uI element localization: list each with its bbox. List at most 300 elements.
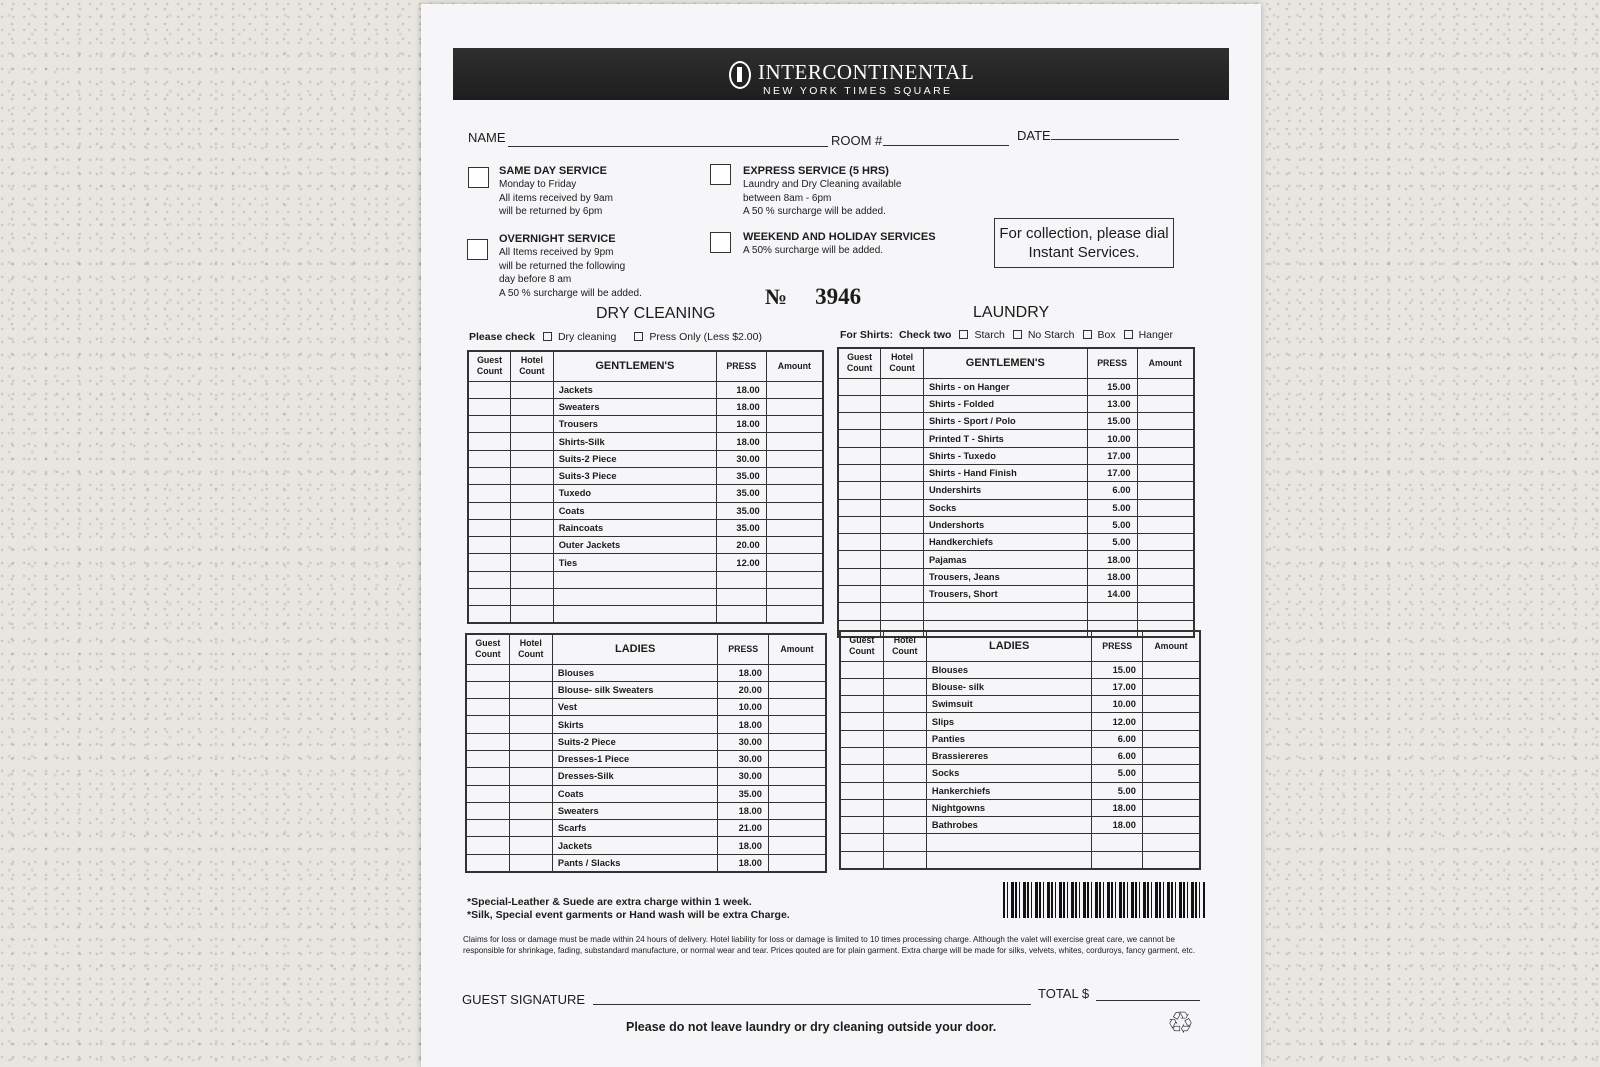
overnight-title: OVERNIGHT SERVICE xyxy=(499,233,616,245)
guest-count-cell[interactable] xyxy=(468,519,511,536)
amount-cell[interactable] xyxy=(768,768,826,785)
overnight-checkbox[interactable] xyxy=(467,239,488,260)
name-label: NAME xyxy=(468,130,506,145)
price-cell: 15.00 xyxy=(1092,661,1142,678)
price-cell: 30.00 xyxy=(718,750,768,767)
hotel-count-cell xyxy=(509,854,552,871)
item-cell: Suits-2 Piece xyxy=(553,450,716,467)
hotel-count-cell xyxy=(881,534,924,551)
item-cell: Trousers, Short xyxy=(923,586,1087,603)
item-cell: Coats xyxy=(553,502,716,519)
table-row xyxy=(466,681,826,698)
hotel-count-cell xyxy=(883,834,926,851)
table-row xyxy=(838,534,1194,551)
price-cell: 6.00 xyxy=(1092,747,1142,764)
item-cell: Socks xyxy=(923,499,1087,516)
item-cell: Sweaters xyxy=(553,398,716,415)
table-row xyxy=(840,834,1200,851)
item-cell: Ties xyxy=(553,554,716,571)
guest-count-cell[interactable] xyxy=(468,381,511,398)
item-cell: Shirts - Tuxedo xyxy=(923,447,1087,464)
amount-cell[interactable] xyxy=(1137,413,1194,430)
item-cell: Trousers, Jeans xyxy=(923,568,1087,585)
amount-cell[interactable] xyxy=(1142,713,1200,730)
item-cell: Shirts - on Hanger xyxy=(923,378,1087,395)
guest-count-cell[interactable] xyxy=(840,799,883,816)
hotel-count-cell xyxy=(509,664,552,681)
header-banner xyxy=(453,48,1229,100)
press-only-checkbox[interactable] xyxy=(634,332,643,341)
table-row xyxy=(466,699,826,716)
table-row xyxy=(838,603,1194,620)
dry-cleaning-ladies-table xyxy=(465,633,827,873)
price-cell: 5.00 xyxy=(1092,765,1142,782)
item-cell: Dresses-Silk xyxy=(552,768,718,785)
hotel-count-header: Hotel Count xyxy=(881,348,924,378)
table-row xyxy=(466,854,826,871)
item-cell: Dresses-1 Piece xyxy=(552,750,718,767)
hotel-count-cell xyxy=(511,467,554,484)
amount-cell[interactable] xyxy=(768,854,826,871)
guest-count-cell[interactable] xyxy=(466,854,509,871)
price-cell: 5.00 xyxy=(1087,499,1137,516)
amount-cell[interactable] xyxy=(1137,499,1194,516)
price-cell: 18.00 xyxy=(718,854,768,871)
guest-count-cell[interactable] xyxy=(466,716,509,733)
press-header: PRESS xyxy=(716,351,766,381)
guest-count-cell[interactable] xyxy=(466,733,509,750)
guest-count-cell[interactable] xyxy=(468,502,511,519)
guest-count-cell[interactable] xyxy=(466,681,509,698)
hotel-count-cell xyxy=(883,799,926,816)
table-row xyxy=(838,516,1194,533)
guest-count-cell[interactable] xyxy=(838,551,881,568)
amount-header: Amount xyxy=(768,634,826,664)
name-field[interactable] xyxy=(508,146,828,147)
amount-cell[interactable] xyxy=(766,398,823,415)
table-row xyxy=(838,447,1194,464)
hotel-count-cell xyxy=(509,699,552,716)
amount-cell[interactable] xyxy=(1142,747,1200,764)
dry-cleaning-title: DRY CLEANING xyxy=(596,305,716,322)
guest-count-cell[interactable] xyxy=(838,378,881,395)
shirt-options xyxy=(840,329,1173,341)
item-cell: Bathrobes xyxy=(926,817,1092,834)
table-row xyxy=(840,747,1200,764)
amount-cell[interactable] xyxy=(768,681,826,698)
item-cell: Socks xyxy=(926,765,1092,782)
amount-cell[interactable] xyxy=(1142,817,1200,834)
guest-count-cell[interactable] xyxy=(838,534,881,551)
amount-header: Amount xyxy=(1142,631,1200,661)
box-label: Box xyxy=(1097,329,1116,341)
item-cell: Vest xyxy=(552,699,718,716)
item-cell: Jackets xyxy=(553,381,716,398)
item-cell xyxy=(926,851,1092,868)
hotel-count-cell xyxy=(881,568,924,585)
table-row xyxy=(468,467,823,484)
guest-count-cell[interactable] xyxy=(468,467,511,484)
hotel-count-cell xyxy=(881,586,924,603)
guest-count-cell[interactable] xyxy=(840,817,883,834)
price-cell: 6.00 xyxy=(1087,482,1137,499)
laundry-gentlemen-table xyxy=(837,347,1195,638)
guest-count-cell[interactable] xyxy=(468,571,511,588)
dry-cleaning-gentlemen-table xyxy=(467,350,824,624)
same-day-checkbox[interactable] xyxy=(468,167,489,188)
price-cell: 17.00 xyxy=(1087,447,1137,464)
no-starch-checkbox[interactable] xyxy=(1013,330,1022,339)
hotel-count-cell xyxy=(511,571,554,588)
price-cell: 18.00 xyxy=(718,716,768,733)
hotel-count-cell xyxy=(511,537,554,554)
price-cell: 20.00 xyxy=(716,537,766,554)
guest-count-cell[interactable] xyxy=(838,603,881,620)
amount-cell[interactable] xyxy=(1137,482,1194,499)
hanger-checkbox[interactable] xyxy=(1124,330,1133,339)
room-field[interactable] xyxy=(883,145,1009,146)
hotel-count-cell xyxy=(881,430,924,447)
hotel-count-cell xyxy=(511,606,554,623)
item-cell: Outer Jackets xyxy=(553,537,716,554)
item-cell: Blouses xyxy=(552,664,718,681)
amount-cell[interactable] xyxy=(766,485,823,502)
table-row xyxy=(840,782,1200,799)
price-cell: 12.00 xyxy=(1092,713,1142,730)
guest-count-cell[interactable] xyxy=(840,834,883,851)
amount-cell[interactable] xyxy=(768,837,826,854)
price-cell: 18.00 xyxy=(716,398,766,415)
amount-cell[interactable] xyxy=(766,381,823,398)
hotel-count-cell xyxy=(509,733,552,750)
price-cell xyxy=(1092,851,1142,868)
price-cell: 18.00 xyxy=(718,837,768,854)
amount-cell[interactable] xyxy=(766,433,823,450)
table-row xyxy=(838,586,1194,603)
category-header: LADIES xyxy=(552,634,718,664)
hotel-count-cell xyxy=(509,716,552,733)
item-cell: Scarfs xyxy=(552,820,718,837)
amount-cell[interactable] xyxy=(1137,551,1194,568)
price-cell xyxy=(716,571,766,588)
item-cell: Undershorts xyxy=(923,516,1087,533)
guest-count-cell[interactable] xyxy=(468,554,511,571)
amount-cell[interactable] xyxy=(766,416,823,433)
table-row xyxy=(840,713,1200,730)
guest-count-cell[interactable] xyxy=(838,499,881,516)
amount-cell[interactable] xyxy=(766,537,823,554)
table-row xyxy=(468,433,823,450)
amount-cell[interactable] xyxy=(768,750,826,767)
express-checkbox[interactable] xyxy=(710,164,731,185)
guest-count-header: Guest Count xyxy=(466,634,509,664)
amount-cell[interactable] xyxy=(768,802,826,819)
weekend-checkbox[interactable] xyxy=(710,232,731,253)
amount-cell[interactable] xyxy=(1142,834,1200,851)
table-row xyxy=(838,568,1194,585)
guest-count-cell[interactable] xyxy=(466,768,509,785)
price-cell: 12.00 xyxy=(716,554,766,571)
hotel-count-cell xyxy=(881,464,924,481)
table-row xyxy=(466,750,826,767)
amount-cell[interactable] xyxy=(768,699,826,716)
amount-cell[interactable] xyxy=(766,589,823,606)
amount-cell[interactable] xyxy=(1137,534,1194,551)
number-value: 3946 xyxy=(815,284,862,309)
price-cell: 30.00 xyxy=(718,733,768,750)
guest-count-cell[interactable] xyxy=(840,765,883,782)
signature-field[interactable] xyxy=(593,1004,1031,1005)
guest-count-cell[interactable] xyxy=(838,395,881,412)
guest-count-cell[interactable] xyxy=(840,678,883,695)
guest-count-header: Guest Count xyxy=(468,351,511,381)
hotel-count-cell xyxy=(511,381,554,398)
item-cell xyxy=(553,589,716,606)
guest-count-cell[interactable] xyxy=(466,802,509,819)
guest-count-cell[interactable] xyxy=(466,699,509,716)
hotel-count-cell xyxy=(509,785,552,802)
hotel-count-cell xyxy=(509,820,552,837)
guest-count-cell[interactable] xyxy=(838,586,881,603)
dry-cleaning-options xyxy=(469,331,762,343)
price-cell: 30.00 xyxy=(718,768,768,785)
guest-count-cell[interactable] xyxy=(838,447,881,464)
guest-count-cell[interactable] xyxy=(468,606,511,623)
guest-count-cell[interactable] xyxy=(840,782,883,799)
overnight-text: All Items received by 9pm will be returned the following day before 8 am A 50 % surcharge will be added. xyxy=(499,247,642,299)
guest-count-cell[interactable] xyxy=(840,661,883,678)
no-starch-label: No Starch xyxy=(1027,329,1075,341)
table-row xyxy=(466,785,826,802)
guest-count-cell[interactable] xyxy=(468,485,511,502)
amount-cell[interactable] xyxy=(1142,851,1200,868)
amount-cell[interactable] xyxy=(768,820,826,837)
item-cell: Shirts - Hand Finish xyxy=(923,464,1087,481)
table-header xyxy=(840,631,1200,661)
amount-cell[interactable] xyxy=(768,664,826,681)
amount-cell[interactable] xyxy=(1137,395,1194,412)
amount-cell[interactable] xyxy=(1142,661,1200,678)
item-cell: Brassiereres xyxy=(926,747,1092,764)
price-cell: 30.00 xyxy=(716,450,766,467)
hotel-count-cell xyxy=(511,398,554,415)
brand-location: NEW YORK TIMES SQUARE xyxy=(763,85,953,97)
amount-cell[interactable] xyxy=(1137,516,1194,533)
guest-count-cell[interactable] xyxy=(466,837,509,854)
price-cell: 15.00 xyxy=(1087,378,1137,395)
table-row xyxy=(466,733,826,750)
item-cell: Handkerchiefs xyxy=(923,534,1087,551)
item-cell: Trousers xyxy=(553,416,716,433)
amount-cell[interactable] xyxy=(766,467,823,484)
item-cell: Shirts - Folded xyxy=(923,395,1087,412)
for-shirts-label: For Shirts: xyxy=(840,329,894,341)
table-header xyxy=(838,348,1194,378)
hotel-count-cell xyxy=(881,499,924,516)
table-row xyxy=(840,678,1200,695)
amount-cell[interactable] xyxy=(1137,378,1194,395)
guest-count-cell[interactable] xyxy=(468,398,511,415)
hanger-label: Hanger xyxy=(1138,329,1174,341)
hotel-count-cell xyxy=(883,782,926,799)
guest-count-cell[interactable] xyxy=(840,696,883,713)
hotel-count-cell xyxy=(509,802,552,819)
guest-count-cell[interactable] xyxy=(468,537,511,554)
table-header xyxy=(466,634,826,664)
total-field[interactable] xyxy=(1096,1000,1200,1001)
press-only-label: Press Only (Less $2.00) xyxy=(649,331,762,343)
guest-count-cell[interactable] xyxy=(468,589,511,606)
amount-cell[interactable] xyxy=(1142,678,1200,695)
bottom-message: Please do not leave laundry or dry cleaning outside your door. xyxy=(626,1020,997,1034)
hotel-count-header: Hotel Count xyxy=(511,351,554,381)
guest-count-header: Guest Count xyxy=(840,631,883,661)
amount-cell[interactable] xyxy=(768,785,826,802)
guest-count-cell[interactable] xyxy=(838,516,881,533)
express-text: Laundry and Dry Cleaning available between 8am - 6pm A 50 % surcharge will be added. xyxy=(743,179,902,217)
table-row xyxy=(838,464,1194,481)
price-cell: 18.00 xyxy=(1092,817,1142,834)
date-field[interactable] xyxy=(1051,139,1179,140)
table-row xyxy=(468,416,823,433)
hotel-count-cell xyxy=(883,851,926,868)
hotel-count-cell xyxy=(883,765,926,782)
amount-cell[interactable] xyxy=(766,554,823,571)
guest-count-cell[interactable] xyxy=(838,482,881,499)
guest-count-cell[interactable] xyxy=(466,785,509,802)
guest-count-cell[interactable] xyxy=(468,450,511,467)
price-cell: 18.00 xyxy=(1087,551,1137,568)
price-cell: 5.00 xyxy=(1087,516,1137,533)
hotel-count-cell xyxy=(511,485,554,502)
table-row xyxy=(468,485,823,502)
amount-cell[interactable] xyxy=(1137,447,1194,464)
price-cell: 17.00 xyxy=(1092,678,1142,695)
guest-count-cell[interactable] xyxy=(466,820,509,837)
table-row xyxy=(838,499,1194,516)
starch-checkbox[interactable] xyxy=(959,330,968,339)
amount-cell[interactable] xyxy=(766,502,823,519)
amount-cell[interactable] xyxy=(1142,730,1200,747)
item-cell: Panties xyxy=(926,730,1092,747)
item-cell: Jackets xyxy=(552,837,718,854)
hotel-count-cell xyxy=(881,378,924,395)
price-cell: 35.00 xyxy=(716,467,766,484)
item-cell: Coats xyxy=(552,785,718,802)
number-prefix: № xyxy=(765,284,788,309)
press-header: PRESS xyxy=(1087,348,1137,378)
hotel-count-cell xyxy=(511,589,554,606)
signature-label: GUEST SIGNATURE xyxy=(462,992,586,1007)
price-cell: 14.00 xyxy=(1087,586,1137,603)
intercontinental-logo-icon xyxy=(729,61,751,89)
table-row xyxy=(838,395,1194,412)
guest-count-cell[interactable] xyxy=(840,713,883,730)
price-cell xyxy=(1087,603,1137,620)
guest-count-cell[interactable] xyxy=(838,413,881,430)
dry-cleaning-option-checkbox[interactable] xyxy=(543,332,552,341)
item-cell: Tuxedo xyxy=(553,485,716,502)
starch-label: Starch xyxy=(974,329,1005,341)
table-header xyxy=(468,351,823,381)
amount-cell[interactable] xyxy=(1137,603,1194,620)
hotel-count-cell xyxy=(511,554,554,571)
guest-count-cell[interactable] xyxy=(468,433,511,450)
amount-cell[interactable] xyxy=(1137,586,1194,603)
recycle-icon: ♲ xyxy=(1167,1007,1194,1040)
amount-cell[interactable] xyxy=(1142,765,1200,782)
amount-cell[interactable] xyxy=(768,733,826,750)
price-cell: 18.00 xyxy=(718,664,768,681)
item-cell: Swimsuit xyxy=(926,696,1092,713)
item-cell: Blouse- silk xyxy=(926,678,1092,695)
amount-cell[interactable] xyxy=(766,450,823,467)
price-cell: 21.00 xyxy=(718,820,768,837)
amount-cell[interactable] xyxy=(1142,696,1200,713)
guest-count-cell[interactable] xyxy=(468,416,511,433)
please-check-label: Please check xyxy=(469,331,535,343)
hotel-count-cell xyxy=(881,413,924,430)
hotel-count-cell xyxy=(881,603,924,620)
price-cell: 20.00 xyxy=(718,681,768,698)
table-row xyxy=(466,820,826,837)
hotel-count-cell xyxy=(883,678,926,695)
hotel-count-header: Hotel Count xyxy=(883,631,926,661)
amount-cell[interactable] xyxy=(1142,782,1200,799)
guest-count-cell[interactable] xyxy=(840,730,883,747)
price-cell: 17.00 xyxy=(1087,464,1137,481)
price-cell: 10.00 xyxy=(718,699,768,716)
table-row xyxy=(468,589,823,606)
amount-cell[interactable] xyxy=(1137,464,1194,481)
item-cell: Pajamas xyxy=(923,551,1087,568)
price-cell xyxy=(716,606,766,623)
price-cell: 18.00 xyxy=(1092,799,1142,816)
hotel-count-cell xyxy=(509,750,552,767)
price-cell: 35.00 xyxy=(718,785,768,802)
amount-cell[interactable] xyxy=(1142,799,1200,816)
table-row xyxy=(468,381,823,398)
price-cell: 18.00 xyxy=(718,802,768,819)
hotel-count-cell xyxy=(883,661,926,678)
hotel-count-cell xyxy=(881,482,924,499)
footnote-silk: *Silk, Special event garments or Hand wash will be extra Charge. xyxy=(467,909,790,921)
guest-count-cell[interactable] xyxy=(840,747,883,764)
amount-cell[interactable] xyxy=(766,606,823,623)
item-cell xyxy=(553,571,716,588)
amount-cell[interactable] xyxy=(766,571,823,588)
amount-cell[interactable] xyxy=(1137,568,1194,585)
check-two-label: Check two xyxy=(898,329,952,341)
guest-count-cell[interactable] xyxy=(840,851,883,868)
price-cell: 15.00 xyxy=(1087,413,1137,430)
amount-cell[interactable] xyxy=(768,716,826,733)
press-header: PRESS xyxy=(1092,631,1142,661)
guest-count-cell[interactable] xyxy=(838,568,881,585)
guest-count-cell[interactable] xyxy=(838,464,881,481)
amount-cell[interactable] xyxy=(766,519,823,536)
price-cell: 18.00 xyxy=(716,381,766,398)
guest-count-cell[interactable] xyxy=(466,750,509,767)
footnotes xyxy=(467,896,790,922)
hotel-count-cell xyxy=(883,747,926,764)
hotel-count-cell xyxy=(883,696,926,713)
box-checkbox[interactable] xyxy=(1083,330,1092,339)
table-row xyxy=(838,378,1194,395)
guest-count-cell[interactable] xyxy=(466,664,509,681)
guest-count-cell[interactable] xyxy=(838,430,881,447)
amount-cell[interactable] xyxy=(1137,430,1194,447)
